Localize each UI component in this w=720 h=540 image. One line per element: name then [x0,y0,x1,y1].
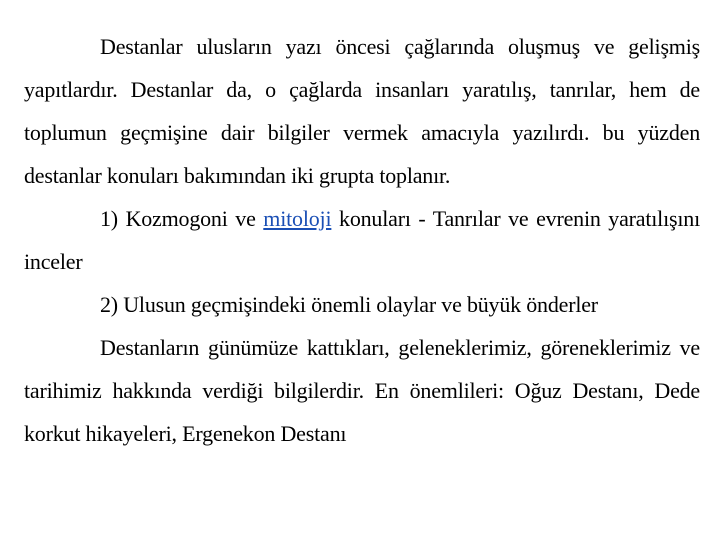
paragraph-conclusion: Destanların günümüze kattıkları, geleneklerimiz, göreneklerimiz ve tarihimiz hakkında verdiği bilgilerdir. En önemlileri: Oğuz Destanı, Dede korkut hikayeleri, Ergenekon Destanı [24,335,700,446]
paragraph-intro: Destanlar ulusların yazı öncesi çağlarında oluşmuş ve gelişmiş yapıtlardır. Destanlar da, o çağlarda insanları yaratılış, tanrılar, hem de toplumun geçmişine dair bilgiler vermek amacıyla yazılırdı. bu yüzden destanlar konuları bakımından iki grupta toplanır. [24,34,700,188]
mitoloji-link[interactable]: mitoloji [263,206,332,231]
paragraph-item-1 [24,197,700,283]
item-1-text-before: 1) Kozmogoni ve [100,206,264,231]
slide-body [24,0,700,540]
paragraph-item-2: 2) Ulusun geçmişindeki önemli olaylar ve büyük önderler [100,292,598,317]
item-1-text-after: konuları - Tanrılar ve evrenin yaratılışını inceler [24,206,700,274]
